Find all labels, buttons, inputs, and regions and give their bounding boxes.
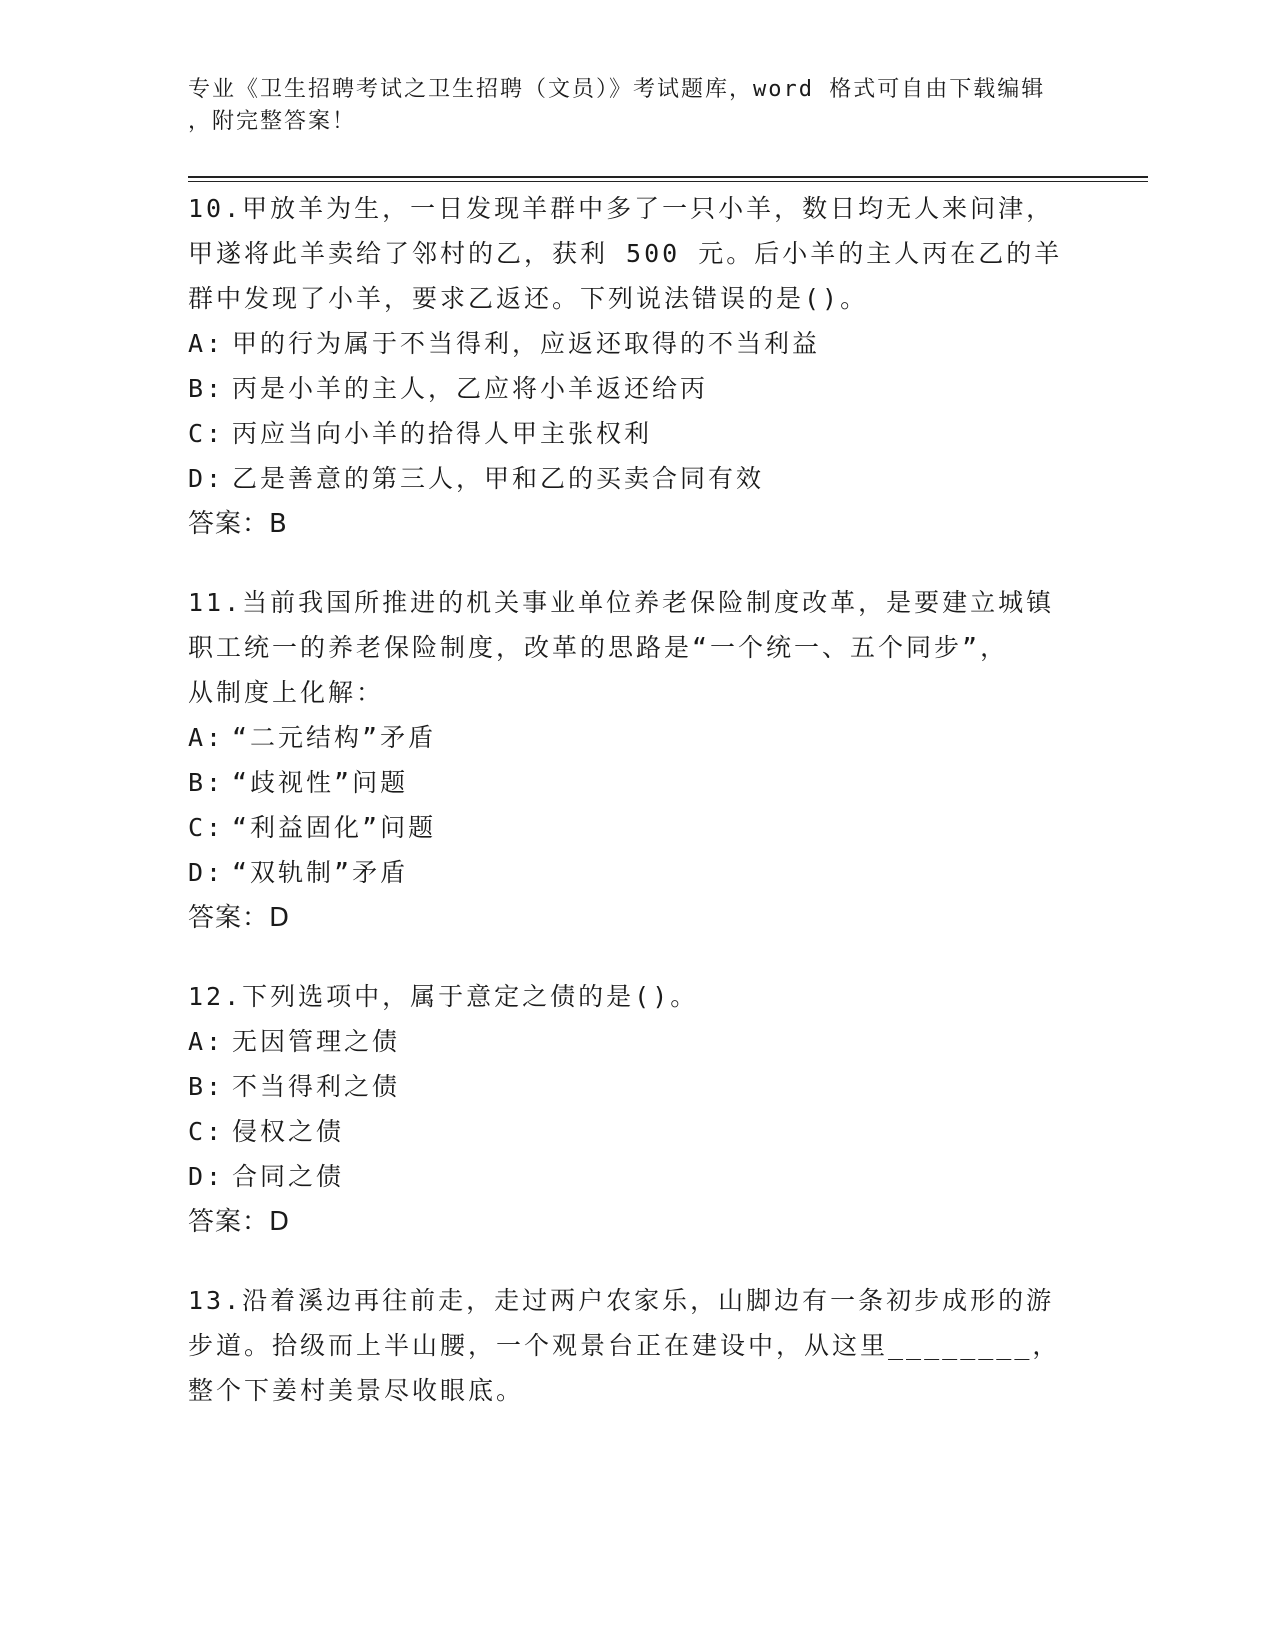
header-divider-top	[188, 176, 1148, 178]
option-letter: B:	[188, 768, 225, 797]
option-letter: B:	[188, 374, 225, 403]
option-text: 乙是善意的第三人，甲和乙的买卖合同有效	[232, 464, 765, 493]
option-b	[188, 366, 1088, 411]
header-line-1: 专业《卫生招聘考试之卫生招聘（文员）》考试题库，word 格式可自由下载编辑	[188, 77, 1046, 102]
option-letter: D:	[188, 858, 225, 887]
question-13	[188, 1278, 1088, 1413]
option-text: 甲的行为属于不当得利，应返还取得的不当利益	[232, 329, 821, 358]
question-10	[188, 186, 1088, 547]
document-header	[188, 74, 1088, 138]
option-b	[188, 1064, 1088, 1109]
option-letter: C:	[188, 419, 225, 448]
question-stem-line: 从制度上化解：	[188, 678, 385, 707]
option-c	[188, 411, 1088, 456]
option-letter: A:	[188, 723, 225, 752]
option-a	[188, 1019, 1088, 1064]
option-text: 不当得利之债	[232, 1072, 401, 1101]
answer-line: 答案：D	[188, 903, 291, 933]
option-letter: C:	[188, 813, 225, 842]
option-a	[188, 321, 1088, 366]
question-stem-line: 甲遂将此羊卖给了邻村的乙，获利 500 元。后小羊的主人丙在乙的羊	[188, 239, 1063, 268]
header-line-2: ，附完整答案！	[188, 109, 357, 134]
option-d	[188, 456, 1088, 501]
question-stem-line: 12.下列选项中，属于意定之债的是()。	[188, 982, 699, 1011]
header-divider-bottom	[188, 181, 1148, 182]
option-letter: D:	[188, 464, 225, 493]
option-text: “双轨制”矛盾	[232, 858, 409, 887]
option-text: “二元结构”矛盾	[232, 723, 437, 752]
option-text: 丙应当向小羊的拾得人甲主张权利	[232, 419, 653, 448]
option-text: “歧视性”问题	[232, 768, 409, 797]
option-a	[188, 715, 1088, 760]
option-d	[188, 1154, 1088, 1199]
answer-line: 答案：B	[188, 509, 288, 539]
option-text: 侵权之债	[232, 1117, 345, 1146]
option-c	[188, 805, 1088, 850]
option-c	[188, 1109, 1088, 1154]
question-stem-line: 13.沿着溪边再往前走，走过两户农家乐，山脚边有一条初步成形的游	[188, 1286, 1055, 1315]
question-stem-line: 10.甲放羊为生，一日发现羊群中多了一只小羊，数日均无人来问津，	[188, 194, 1055, 223]
option-text: 无因管理之债	[232, 1027, 401, 1056]
option-letter: A:	[188, 1027, 225, 1056]
answer-line: 答案：D	[188, 1207, 291, 1237]
question-11	[188, 580, 1088, 941]
question-stem-line: 群中发现了小羊，要求乙返还。下列说法错误的是()。	[188, 284, 869, 313]
question-stem-line: 11.当前我国所推进的机关事业单位养老保险制度改革，是要建立城镇	[188, 588, 1055, 617]
question-stem-line: 职工统一的养老保险制度，改革的思路是“一个统一、五个同步”，	[188, 633, 1009, 662]
option-text: 丙是小羊的主人，乙应将小羊返还给丙	[232, 374, 709, 403]
option-d	[188, 850, 1088, 895]
question-stem-line: 步道。拾级而上半山腰，一个观景台正在建设中，从这里________，	[188, 1331, 1061, 1360]
option-letter: B:	[188, 1072, 225, 1101]
option-letter: A:	[188, 329, 225, 358]
option-text: 合同之债	[232, 1162, 345, 1191]
option-letter: C:	[188, 1117, 225, 1146]
option-b	[188, 760, 1088, 805]
question-12	[188, 974, 1088, 1245]
option-letter: D:	[188, 1162, 225, 1191]
option-text: “利益固化”问题	[232, 813, 437, 842]
question-stem-line: 整个下姜村美景尽收眼底。	[188, 1376, 525, 1405]
